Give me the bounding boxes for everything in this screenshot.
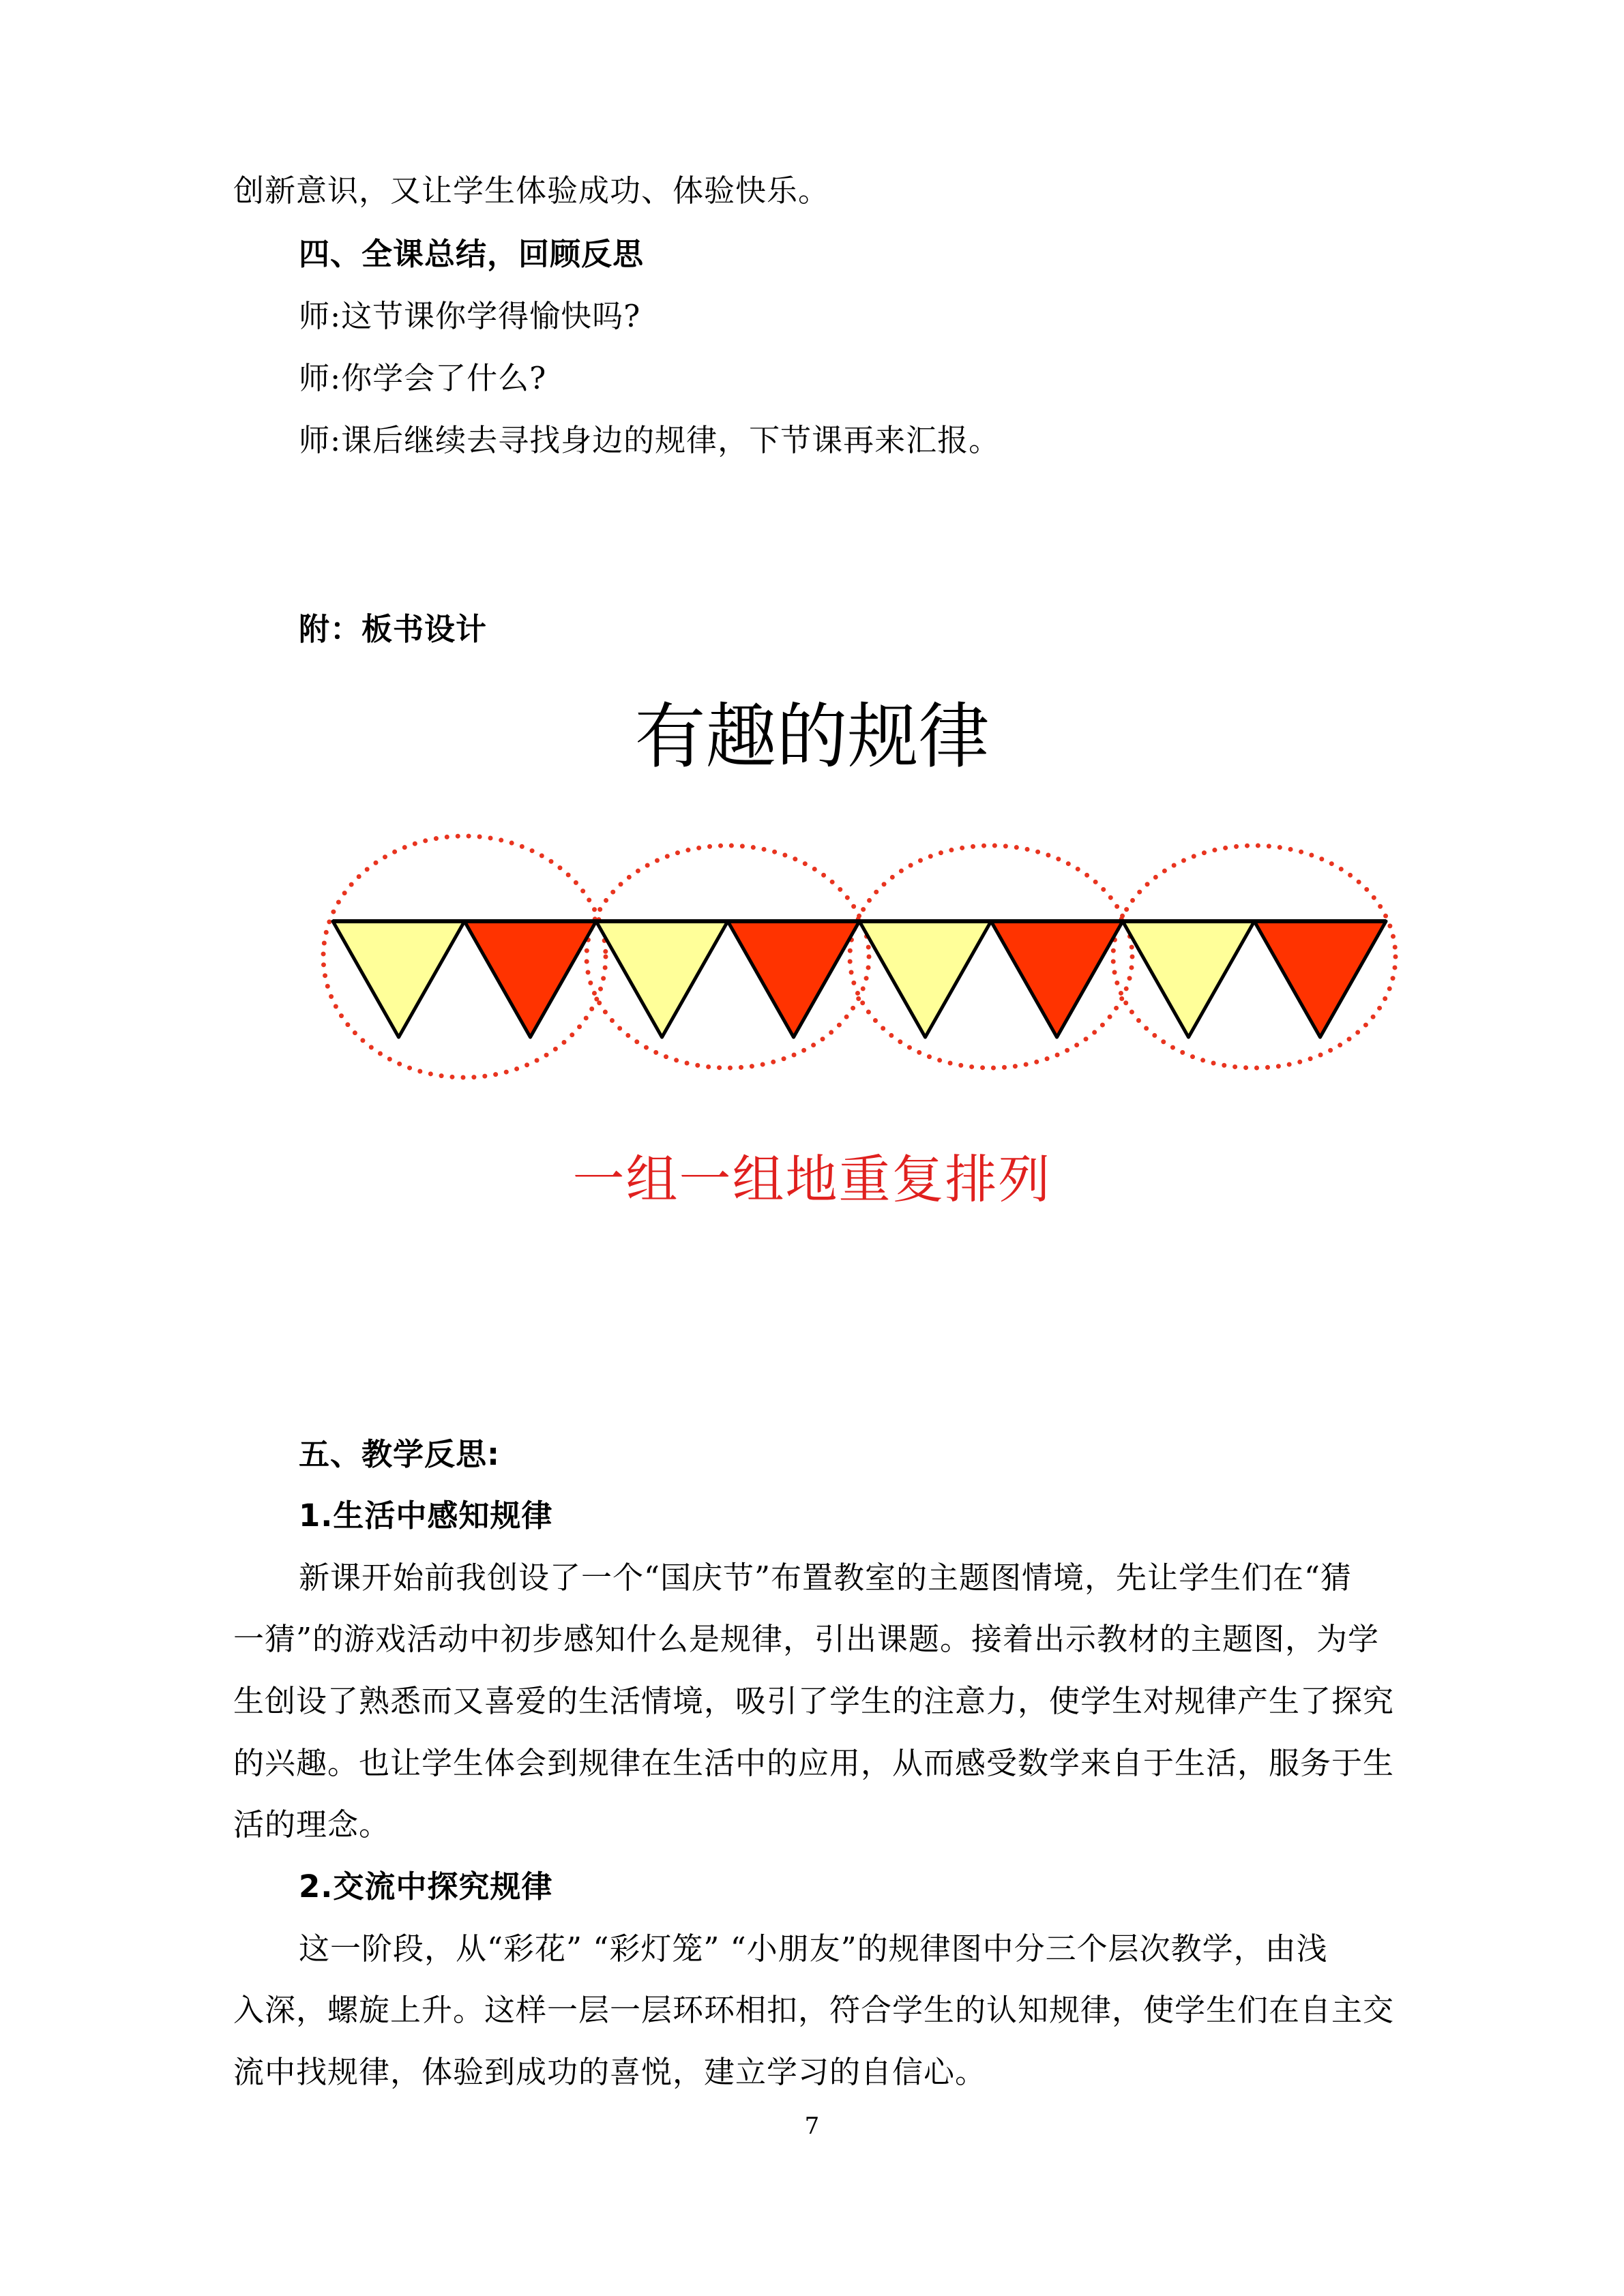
sub1-line-5: 活的理念。 <box>233 1806 391 1843</box>
board-caption: 一组一组地重复排列 <box>572 1149 1052 1210</box>
paragraph-continuation: 创新意识，又让学生体验成功、体验快乐。 <box>233 173 830 209</box>
sub2-line-1: 这一阶段，从“彩花” “彩灯笼” “小朋友”的规律图中分三个层次教学，由浅 <box>299 1930 1328 1967</box>
red-flag-1 <box>464 921 596 1037</box>
page-number: 7 <box>804 2113 820 2140</box>
teacher-question-3: 师:课后继续去寻找身边的规律，下节课再来汇报。 <box>299 422 1001 458</box>
sub1-heading: 1.生活中感知规律 <box>299 1497 553 1534</box>
teacher-question-1: 师:这节课你学得愉快吗? <box>299 298 641 334</box>
yellow-flag-1 <box>333 921 464 1037</box>
section4-heading: 四、全课总结，回顾反思 <box>299 236 645 272</box>
appendix-heading: 附：板书设计 <box>299 611 488 647</box>
sub2-line-3: 流中找规律，体验到成功的喜悦，建立学习的自信心。 <box>233 2054 987 2090</box>
yellow-flag-4 <box>1123 921 1254 1037</box>
teacher-question-2: 师:你学会了什么? <box>299 360 547 396</box>
board-title: 有趣的规律 <box>634 695 990 778</box>
red-flag-4 <box>1254 921 1386 1037</box>
red-flag-2 <box>728 921 859 1037</box>
sub2-line-2: 入深，螺旋上升。这样一层一层环环相扣，符合学生的认知规律，使学生们在自主交 <box>233 1992 1395 2028</box>
section5-heading: 五、教学反思: <box>299 1436 500 1472</box>
sub1-line-3: 生创设了熟悉而又喜爱的生活情境，吸引了学生的注意力，使学生对规律产生了探究 <box>233 1683 1395 1719</box>
red-flag-3 <box>991 921 1123 1037</box>
yellow-flag-3 <box>859 921 991 1037</box>
sub1-line-2: 一猜”的游戏活动中初步感知什么是规律，引出课题。接着出示教材的主题图，为学 <box>233 1621 1380 1657</box>
sub1-line-4: 的兴趣。也让学生体会到规律在生活中的应用，从而感受数学来自于生活，服务于生 <box>233 1745 1395 1781</box>
sub1-line-1: 新课开始前我创设了一个“国庆节”布置教室的主题图情境，先让学生们在“猜 <box>299 1560 1353 1596</box>
sub2-heading: 2.交流中探究规律 <box>299 1868 553 1905</box>
yellow-flag-2 <box>596 921 728 1037</box>
